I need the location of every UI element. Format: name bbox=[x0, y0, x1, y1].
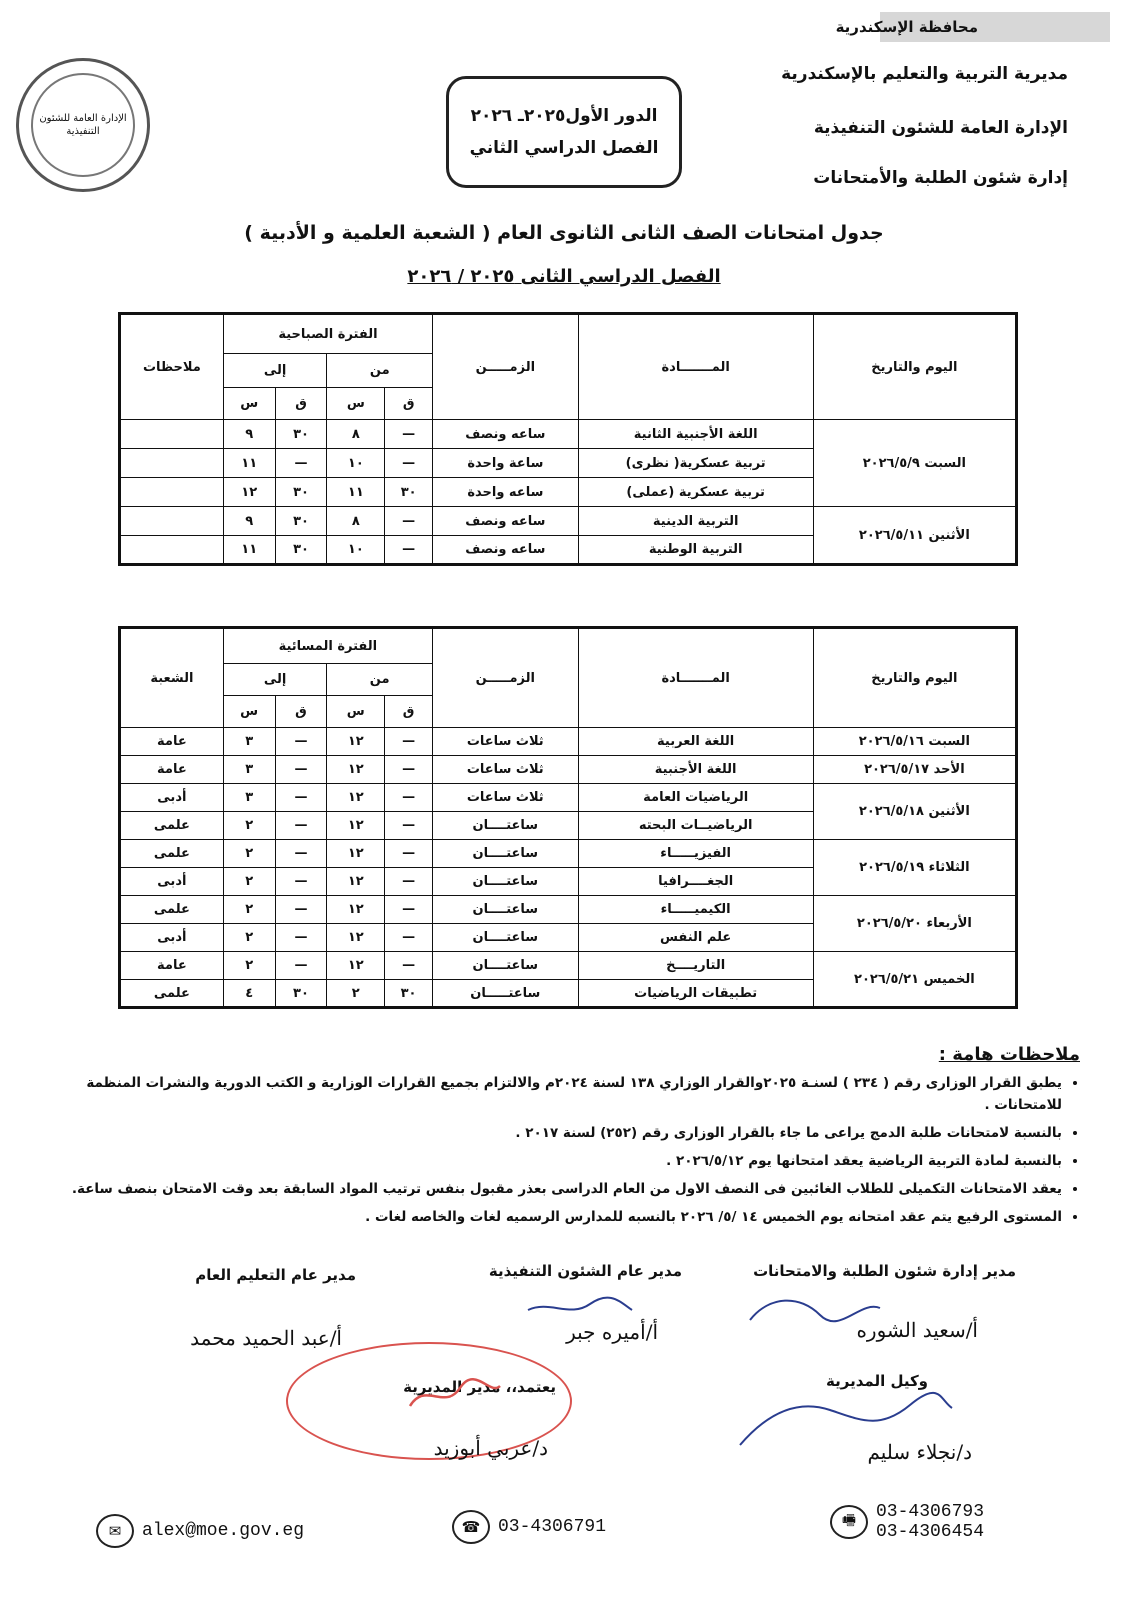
cell-subject: الكيميـــــاء bbox=[578, 896, 813, 924]
cell-day: الأربعاء ٢٠٢٦/٥/٢٠ bbox=[813, 896, 1016, 952]
cell-to-s: ٢ bbox=[223, 896, 275, 924]
cell-day: الأثنين ٢٠٢٦/٥/١٨ bbox=[813, 784, 1016, 840]
cell-to-s: ٣ bbox=[223, 728, 275, 756]
cell-from-s: ٢ bbox=[327, 980, 385, 1008]
cell-to-s: ٣ bbox=[223, 784, 275, 812]
header-subject: المـــــــادة bbox=[578, 628, 813, 728]
header-to: إلى bbox=[223, 664, 327, 696]
cell-from-s: ١٢ bbox=[327, 952, 385, 980]
phone-icon: ☎ bbox=[452, 1510, 490, 1544]
notes-title: ملاحظات هامة : bbox=[938, 1044, 1080, 1065]
cell-last: عامة bbox=[120, 728, 224, 756]
cell-last: علمى bbox=[120, 812, 224, 840]
cell-last bbox=[120, 507, 224, 536]
cell-last: عامة bbox=[120, 756, 224, 784]
page-subtitle: الفصل الدراسي الثانى ٢٠٢٥ / ٢٠٢٦ bbox=[407, 266, 721, 287]
governorate-label: محافظة الإسكندرية bbox=[835, 18, 978, 36]
cell-from-s: ١٢ bbox=[327, 784, 385, 812]
table-row bbox=[120, 420, 1017, 449]
cell-last: أدبى bbox=[120, 784, 224, 812]
cell-duration: ثلاث ساعات bbox=[432, 728, 578, 756]
cell-day: الثلاثاء ٢٠٢٦/٥/١٩ bbox=[813, 840, 1016, 896]
sig1-title: مدير إدارة شئون الطلبة والامتحانات bbox=[753, 1262, 1016, 1280]
cell-subject: اللغة العربية bbox=[578, 728, 813, 756]
directorate-logo bbox=[16, 58, 150, 192]
header-to-s: س bbox=[223, 388, 275, 420]
cell-subject: الرياضيات العامة bbox=[578, 784, 813, 812]
cell-duration: ساعه ونصف bbox=[433, 536, 579, 565]
term-box bbox=[446, 76, 682, 188]
sig4-name: د/نجلاء سليم bbox=[867, 1440, 972, 1464]
cell-day: الأثنين ٢٠٢٦/٥/١١ bbox=[813, 507, 1016, 565]
header-subject: المـــــــادة bbox=[578, 314, 813, 420]
cell-to-q: — bbox=[275, 840, 327, 868]
table-row bbox=[120, 756, 1017, 784]
cell-to-q: — bbox=[275, 728, 327, 756]
table-row bbox=[120, 896, 1017, 924]
note-item: • بالنسبة لامتحانات طلبة الدمج يراعى ما جاء بالقرار الوزارى رقم (٢٥٢) لسنة ٢٠١٧ . bbox=[60, 1122, 1062, 1144]
sig3-name: أ/عبد الحميد محمد bbox=[190, 1326, 342, 1350]
header-notes: ملاحظات bbox=[120, 314, 224, 420]
cell-subject: اللغة الأجنبية الثانية bbox=[578, 420, 813, 449]
notes-section bbox=[60, 1072, 1080, 1234]
header-from: من bbox=[327, 354, 433, 388]
logo-text: الإدارة العامة للشئون التنفيذية bbox=[39, 113, 127, 137]
cell-to-s: ٤ bbox=[223, 980, 275, 1008]
cell-from-s: ١٢ bbox=[327, 756, 385, 784]
cell-subject: الفيزيـــــاء bbox=[578, 840, 813, 868]
cell-from-s: ١١ bbox=[327, 478, 385, 507]
evening-schedule-table bbox=[118, 626, 1018, 1009]
table-row bbox=[120, 507, 1017, 536]
cell-last bbox=[120, 420, 224, 449]
cell-to-q: — bbox=[275, 784, 327, 812]
cell-to-s: ٩ bbox=[223, 507, 275, 536]
table-row bbox=[120, 728, 1017, 756]
cell-duration: ساعه ونصف bbox=[433, 420, 579, 449]
cell-from-q: — bbox=[385, 449, 433, 478]
cell-from-q: — bbox=[385, 784, 433, 812]
cell-duration: ثلاث ساعات bbox=[432, 784, 578, 812]
dept-label: إدارة شئون الطلبة والأمتحانات bbox=[813, 168, 1068, 188]
cell-subject: تربية عسكرية( نظرى) bbox=[578, 449, 813, 478]
cell-from-q: ٣٠ bbox=[385, 980, 433, 1008]
term-line2: الفصل الدراسي الثاني bbox=[469, 138, 659, 158]
cell-to-q: ٣٠ bbox=[275, 420, 327, 449]
cell-to-s: ١١ bbox=[223, 449, 275, 478]
header-period: الفترة الصباحية bbox=[223, 314, 432, 354]
cell-from-q: — bbox=[385, 952, 433, 980]
header-division: الشعبة bbox=[120, 628, 224, 728]
cell-from-s: ١٠ bbox=[327, 449, 385, 478]
cell-last bbox=[120, 449, 224, 478]
cell-from-q: — bbox=[385, 812, 433, 840]
cell-to-s: ٣ bbox=[223, 756, 275, 784]
cell-subject: التربية الدينية bbox=[578, 507, 813, 536]
cell-to-q: — bbox=[275, 896, 327, 924]
note-item: • يطبق القرار الوزارى رقم ( ٢٣٤ ) لسنـة ٢٠٢٥والقرار الوزاري ١٣٨ لسنة ٢٠٢٤م والالتزام بجميع القرارات الوزارية و الكتب الدورية والنشرات المنظمة للامتحانات . bbox=[60, 1072, 1062, 1116]
header-from-q: ق bbox=[385, 696, 433, 728]
cell-subject: التاريــــخ bbox=[578, 952, 813, 980]
cell-duration: ساعتـــــان bbox=[432, 980, 578, 1008]
cell-from-s: ١٠ bbox=[327, 536, 385, 565]
cell-duration: ساعه واحدة bbox=[433, 478, 579, 507]
cell-from-q: — bbox=[385, 728, 433, 756]
cell-from-s: ١٢ bbox=[327, 812, 385, 840]
cell-duration: ساعة واحدة bbox=[433, 449, 579, 478]
cell-last bbox=[120, 478, 224, 507]
cell-duration: ساعتــــان bbox=[432, 868, 578, 896]
header-from: من bbox=[327, 664, 433, 696]
fax-icon: 🖷 bbox=[830, 1505, 868, 1539]
header-duration: الزمـــــن bbox=[433, 314, 579, 420]
cell-subject: الجغــــرافيا bbox=[578, 868, 813, 896]
cell-subject: علم النفس bbox=[578, 924, 813, 952]
cell-to-q: — bbox=[275, 868, 327, 896]
header-to-s: س bbox=[223, 696, 275, 728]
cell-to-q: ٣٠ bbox=[275, 507, 327, 536]
cell-day: الأحد ٢٠٢٦/٥/١٧ bbox=[813, 756, 1016, 784]
header-from-s: س bbox=[327, 696, 385, 728]
cell-from-s: ٨ bbox=[327, 507, 385, 536]
header-to-q: ق bbox=[275, 388, 327, 420]
cell-from-q: ٣٠ bbox=[385, 478, 433, 507]
cell-to-q: — bbox=[275, 812, 327, 840]
cell-subject: تطبيقات الرياضيات bbox=[578, 980, 813, 1008]
cell-day: الخميس ٢٠٢٦/٥/٢١ bbox=[813, 952, 1016, 1008]
header-duration: الزمـــــن bbox=[432, 628, 578, 728]
note-item: • يعقد الامتحانات التكميلى للطلاب الغائبين فى النصف الاول من العام الدراسى بعذر مقبول بنفس ترتيب المواد السابقة بعد وقت الامتحان بنصف ساعة. bbox=[60, 1178, 1062, 1200]
header-period: الفترة المسائية bbox=[223, 628, 432, 664]
cell-from-q: — bbox=[385, 868, 433, 896]
note-item: • المستوى الرفيع يتم عقد امتحانه يوم الخميس ١٤ /٥/ ٢٠٢٦ بالنسبه للمدارس الرسميه لغات والخاصه لغات . bbox=[60, 1206, 1062, 1228]
approval-name: د/عربي أبوزيد bbox=[433, 1436, 548, 1460]
admin-label: الإدارة العامة للشئون التنفيذية bbox=[813, 118, 1068, 138]
cell-from-s: ١٢ bbox=[327, 896, 385, 924]
cell-subject: الرياضيــات البحته bbox=[578, 812, 813, 840]
header-from-s: س bbox=[327, 388, 385, 420]
fax1-text: 03-4306793 bbox=[876, 1502, 985, 1522]
cell-from-s: ٨ bbox=[327, 420, 385, 449]
cell-to-s: ٢ bbox=[223, 952, 275, 980]
cell-to-s: ٢ bbox=[223, 812, 275, 840]
sig2-name: أ/أميره جبر bbox=[566, 1320, 658, 1344]
header-day: اليوم والتاريخ bbox=[813, 314, 1016, 420]
signature-scribble bbox=[520, 1290, 640, 1324]
cell-to-q: ٣٠ bbox=[275, 980, 327, 1008]
header-day: اليوم والتاريخ bbox=[813, 628, 1016, 728]
cell-from-q: — bbox=[385, 756, 433, 784]
cell-duration: ساعتــــان bbox=[432, 896, 578, 924]
cell-duration: ساعتــــان bbox=[432, 812, 578, 840]
cell-to-q: — bbox=[275, 924, 327, 952]
cell-to-q: ٣٠ bbox=[275, 478, 327, 507]
cell-duration: ثلاث ساعات bbox=[432, 756, 578, 784]
cell-duration: ساعتــــان bbox=[432, 952, 578, 980]
header-to-q: ق bbox=[275, 696, 327, 728]
directorate-label: مديرية التربية والتعليم بالإسكندرية bbox=[781, 64, 1068, 84]
sig1-name: أ/سعيد الشوره bbox=[856, 1318, 978, 1342]
cell-duration: ساعه ونصف bbox=[433, 507, 579, 536]
term-line1: الدور الأول٢٠٢٥ـ ٢٠٢٦ bbox=[470, 106, 658, 126]
cell-from-s: ١٢ bbox=[327, 868, 385, 896]
cell-to-s: ١١ bbox=[223, 536, 275, 565]
phone-text: 03-4306791 bbox=[498, 1517, 607, 1537]
email-contact bbox=[96, 1514, 304, 1548]
cell-from-q: — bbox=[385, 924, 433, 952]
header-from-q: ق bbox=[385, 388, 433, 420]
page-title: جدول امتحانات الصف الثانى الثانوى العام ( الشعبة العلمية و الأدبية ) bbox=[244, 222, 884, 244]
table-row bbox=[120, 784, 1017, 812]
cell-duration: ساعتــــان bbox=[432, 840, 578, 868]
cell-from-s: ١٢ bbox=[327, 728, 385, 756]
note-item: • بالنسبة لمادة التربية الرياضية يعقد امتحانها يوم ٢٠٢٦/٥/١٢ . bbox=[60, 1150, 1062, 1172]
cell-to-q: — bbox=[275, 952, 327, 980]
cell-last: علمى bbox=[120, 980, 224, 1008]
cell-last: علمى bbox=[120, 896, 224, 924]
cell-to-q: ٣٠ bbox=[275, 536, 327, 565]
sig4-title: وكيل المديرية bbox=[826, 1372, 928, 1390]
fax2-text: 03-4306454 bbox=[876, 1522, 985, 1542]
signature-scribble bbox=[730, 1390, 960, 1450]
cell-last: علمى bbox=[120, 840, 224, 868]
cell-last: أدبى bbox=[120, 924, 224, 952]
cell-to-q: — bbox=[275, 756, 327, 784]
cell-last: أدبى bbox=[120, 868, 224, 896]
cell-last bbox=[120, 536, 224, 565]
table-row bbox=[120, 840, 1017, 868]
cell-from-s: ١٢ bbox=[327, 924, 385, 952]
cell-to-q: — bbox=[275, 449, 327, 478]
envelope-icon: ✉ bbox=[96, 1514, 134, 1548]
cell-subject: التربية الوطنية bbox=[578, 536, 813, 565]
cell-to-s: ٢ bbox=[223, 924, 275, 952]
cell-to-s: ٢ bbox=[223, 840, 275, 868]
cell-from-q: — bbox=[385, 420, 433, 449]
cell-from-q: — bbox=[385, 896, 433, 924]
sig3-title: مدير عام التعليم العام bbox=[195, 1266, 356, 1284]
cell-from-s: ١٢ bbox=[327, 840, 385, 868]
header-to: إلى bbox=[223, 354, 327, 388]
phone-contact bbox=[452, 1510, 606, 1544]
cell-from-q: — bbox=[385, 536, 433, 565]
cell-to-s: ٢ bbox=[223, 868, 275, 896]
cell-day: السبت ٢٠٢٦/٥/٩ bbox=[813, 420, 1016, 507]
morning-schedule-table bbox=[118, 312, 1018, 566]
table-row bbox=[120, 952, 1017, 980]
approval-title: يعتمد،، مدير المديرية bbox=[403, 1378, 556, 1396]
cell-subject: تربية عسكرية (عملى) bbox=[578, 478, 813, 507]
cell-duration: ساعتــــان bbox=[432, 924, 578, 952]
cell-subject: اللغة الأجنبية bbox=[578, 756, 813, 784]
cell-to-s: ٩ bbox=[223, 420, 275, 449]
cell-from-q: — bbox=[385, 840, 433, 868]
cell-day: السبت ٢٠٢٦/٥/١٦ bbox=[813, 728, 1016, 756]
sig2-title: مدير عام الشئون التنفيذية bbox=[488, 1262, 682, 1280]
cell-to-s: ١٢ bbox=[223, 478, 275, 507]
cell-from-q: — bbox=[385, 507, 433, 536]
cell-last: عامة bbox=[120, 952, 224, 980]
fax-contact bbox=[830, 1502, 984, 1542]
stamp-scribble bbox=[400, 1376, 510, 1416]
email-text: alex@moe.gov.eg bbox=[142, 1521, 305, 1541]
signature-scribble bbox=[740, 1290, 890, 1330]
